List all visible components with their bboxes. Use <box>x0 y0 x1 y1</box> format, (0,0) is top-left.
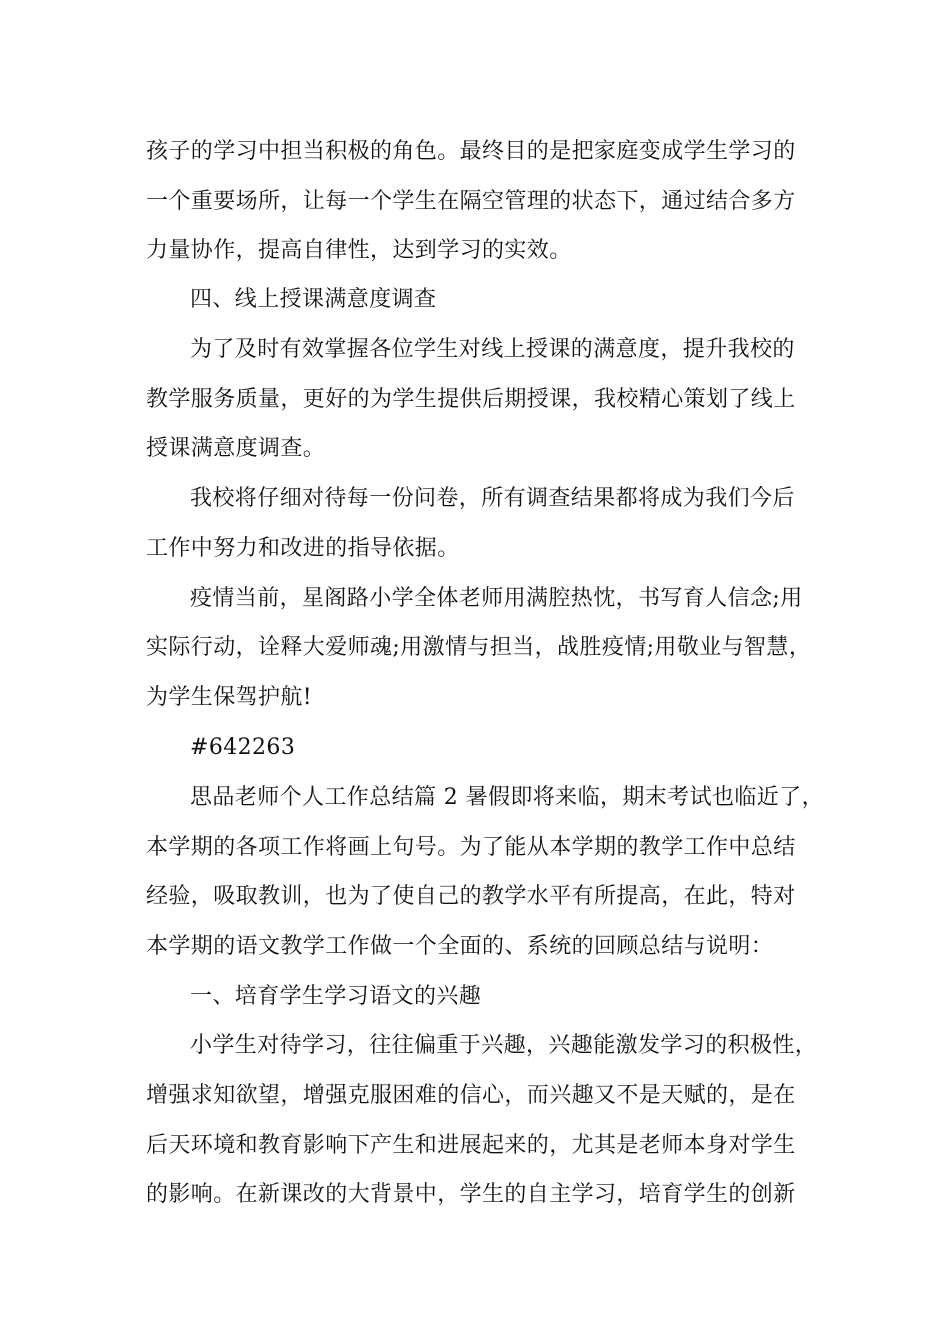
paragraph-line: 为了及时有效掌握各位学生对线上授课的满意度，提升我校的 <box>190 337 795 362</box>
paragraph-line: 本学期的语文教学工作做一个全面的、系统的回顾总结与说明： <box>146 934 774 959</box>
paragraph-line: 一个重要场所，让每一个学生在隔空管理的状态下，通过结合多方 <box>146 189 796 214</box>
paragraph-line: 为学生保驾护航! <box>146 685 313 710</box>
paragraph-line: 思品老师个人工作总结篇 2 暑假即将来临，期末考试也临近了， <box>190 785 824 810</box>
paragraph-line: 我校将仔细对待每一份问卷，所有调查结果都将成为我们今后 <box>190 486 795 511</box>
paragraph-line: 授课满意度调查。 <box>146 436 326 461</box>
paragraph-line: 教学服务质量，更好的为学生提供后期授课，我校精心策划了线上 <box>146 387 796 412</box>
section-heading: 四、线上授课满意度调查 <box>190 287 437 312</box>
paragraph-line: 疫情当前，星阁路小学全体老师用满腔热忱，书写育人信念;用 <box>190 586 803 611</box>
paragraph-line: 本学期的各项工作将画上句号。为了能从本学期的教学工作中总结 <box>146 835 796 860</box>
paragraph-line: 经验，吸取教训，也为了使自己的教学水平有所提高，在此，特对 <box>146 884 796 909</box>
paragraph-line: 后天环境和教育影响下产生和进展起来的，尤其是老师本身对学生 <box>146 1133 796 1158</box>
section-heading: 一、培育学生学习语文的兴趣 <box>190 984 482 1009</box>
paragraph-line: 的影响。在新课改的大背景中，学生的自主学习，培育学生的创新 <box>146 1182 796 1207</box>
paragraph-line: 力量协作，提高自律性，达到学习的实效。 <box>146 238 572 263</box>
paragraph-line: 工作中努力和改进的指导依据。 <box>146 536 460 561</box>
paragraph-line: 小学生对待学习，往往偏重于兴趣，兴趣能激发学习的积极性， <box>190 1033 818 1058</box>
document-code: #642263 <box>190 735 296 760</box>
paragraph-line: 增强求知欲望，增强克服困难的信心，而兴趣又不是天赋的，是在 <box>146 1083 796 1108</box>
paragraph-line: 孩子的学习中担当积极的角色。最终目的是把家庭变成学生学习的 <box>146 139 796 164</box>
paragraph-line: 实际行动，诠释大爱师魂;用激情与担当，战胜疫情;用敬业与智慧， <box>146 635 812 660</box>
